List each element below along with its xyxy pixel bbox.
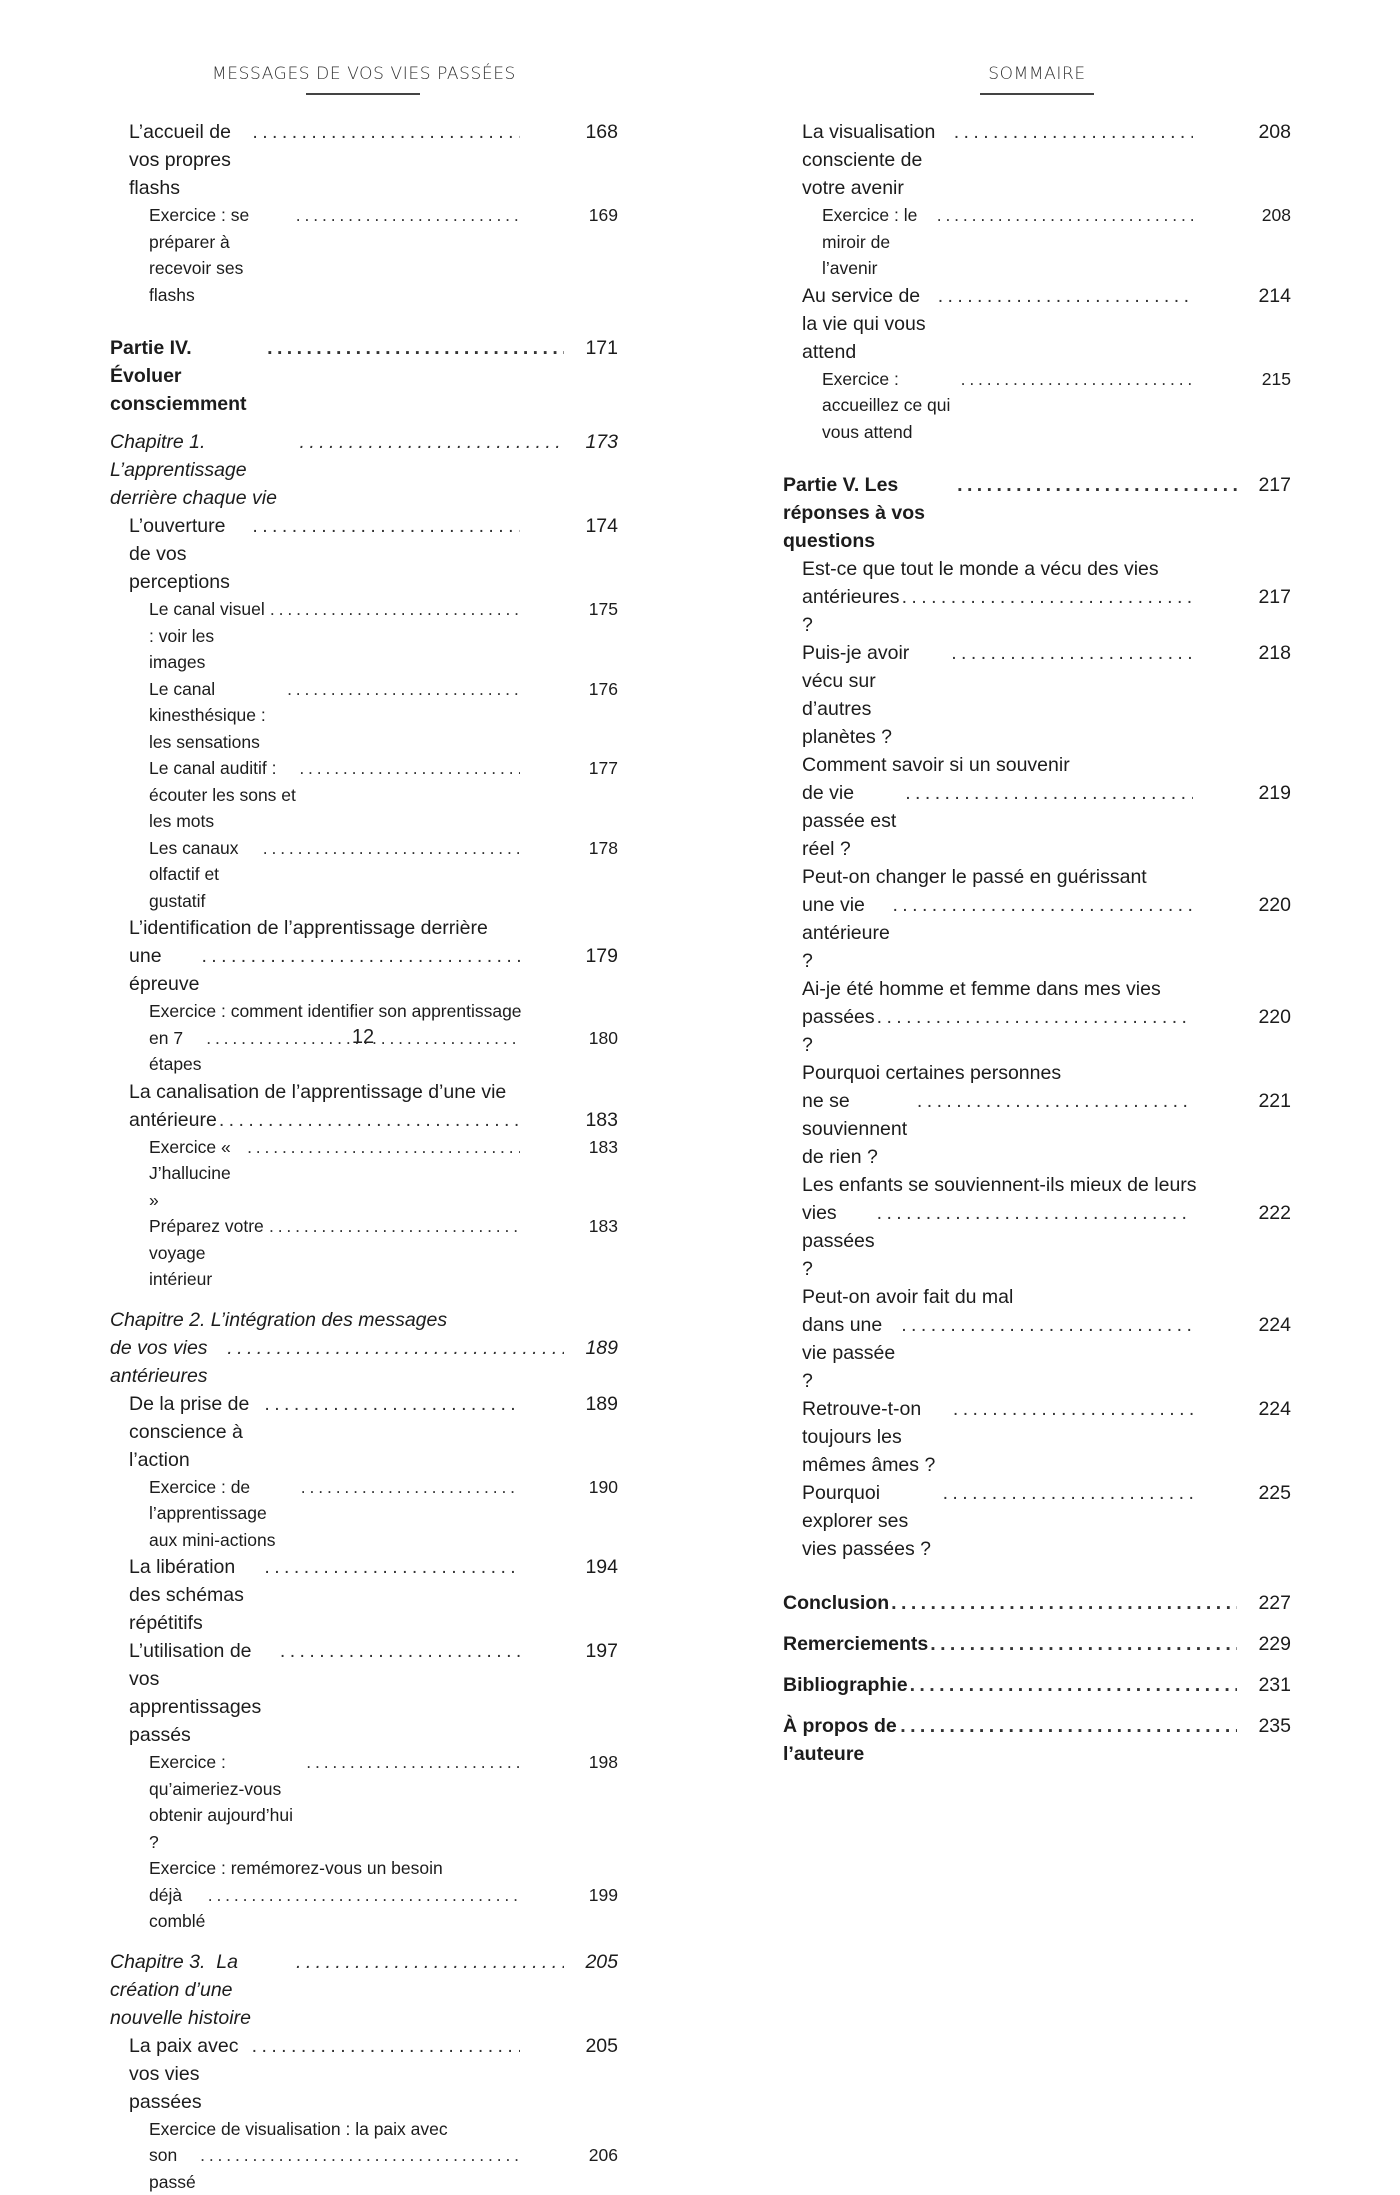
table-of-contents [110,118,618,2195]
running-head: MESSAGES DE VOS VIES PASSÉES [110,64,618,84]
toc-entry-title-line: La canalisation de l’apprentissage d’une vie [129,1078,618,1106]
dot-leader [250,118,520,146]
table-of-contents [783,118,1291,1768]
toc-entry-title: Exercice : qu’aimeriez-vous obtenir aujourd’hui ? [149,1749,304,1855]
dot-leader [875,1003,1193,1031]
dot-leader [298,428,565,456]
spacer [783,445,1291,471]
dot-leader [941,1479,1193,1507]
toc-entry-page-number: 222 [1231,1199,1291,1227]
dot-leader [268,596,520,623]
toc-entry-title: Conclusion [783,1589,889,1617]
toc-entry-chap[interactable] [110,1948,618,2032]
toc-entry-title-line: Comment savoir si un souvenir [802,751,1291,779]
toc-entry-sub[interactable] [110,1637,618,1749]
toc-entry-title: La visualisation consciente de votre avenir [802,118,952,202]
toc-entry-page-number: 227 [1237,1589,1291,1617]
toc-entry-page-number: 178 [558,835,618,862]
toc-entry-chap[interactable] [110,428,618,512]
toc-entry-title: Retrouve-t-on toujours les mêmes âmes ? [802,1395,951,1479]
spacer [783,1658,1291,1671]
toc-entry-sub[interactable] [783,639,1291,751]
toc-entry-page-number: 189 [564,1334,618,1362]
toc-entry-ex[interactable] [110,596,618,676]
toc-entry-sub[interactable] [110,1078,618,1134]
page-number: 12 [0,1026,726,1049]
toc-entry-title-line: Exercice : remémorez-vous un besoin [149,1855,618,1882]
toc-entry-title: Les canaux olfactif et gustatif [149,835,261,915]
toc-entry-sub[interactable] [110,914,618,998]
toc-entry-title: Le canal auditif : écouter les sons et les mots [149,755,297,835]
dot-leader [908,1671,1237,1699]
toc-entry-sub[interactable] [783,1479,1291,1563]
toc-entry-title: L’ouverture de vos perceptions [129,512,250,596]
toc-entry-end[interactable] [783,1630,1291,1658]
toc-entry-page-number: 229 [1237,1630,1291,1658]
toc-entry-sub[interactable] [783,282,1291,366]
dot-leader [217,1106,520,1134]
toc-entry-page-number: 194 [558,1553,618,1581]
dot-leader [262,1390,520,1418]
toc-entry-page-number: 225 [1231,1479,1291,1507]
running-head: SOMMAIRE [783,64,1291,84]
toc-entry-sub[interactable] [783,1283,1291,1395]
dot-leader [889,1589,1237,1617]
dot-leader [915,1087,1193,1115]
toc-entry-page-number: 179 [558,942,618,970]
header-rule [306,93,420,95]
toc-entry-title: en 7 étapes [149,1025,204,1078]
toc-entry-page-number: 220 [1231,1003,1291,1031]
dot-leader [294,1948,564,1976]
toc-entry-title: Exercice « J’hallucine » [149,1134,245,1214]
toc-entry-sub[interactable] [110,1390,618,1474]
spacer [783,1563,1291,1589]
toc-entry-title: Exercice : se préparer à recevoir ses flashs [149,202,294,308]
toc-entry-page-number: 217 [1237,471,1291,499]
dot-leader [265,334,564,362]
toc-entry-title: L’accueil de vos propres flashs [129,118,250,202]
toc-entry-page-number: 224 [1231,1395,1291,1423]
toc-entry-ex[interactable] [110,2116,618,2195]
dot-leader [875,1199,1193,1227]
toc-entry-ex[interactable] [783,202,1291,282]
toc-entry-page-number: 173 [564,428,618,456]
toc-entry-page-number: 171 [564,334,618,362]
toc-entry-title: Le canal visuel : voir les images [149,596,268,676]
toc-entry-title: Puis-je avoir vécu sur d’autres planètes ? [802,639,949,751]
toc-entry-page-number: 183 [558,1134,618,1161]
toc-entry-title: Remerciements [783,1630,928,1658]
toc-entry-page-number: 218 [1231,639,1291,667]
dot-leader [928,1630,1237,1658]
toc-entry-title: vies passées ? [802,1199,875,1283]
toc-entry-end[interactable] [783,1671,1291,1699]
toc-entry-title: dans une vie passée ? [802,1311,899,1395]
toc-entry-sub[interactable] [783,1059,1291,1171]
toc-entry-page-number: 175 [558,596,618,623]
toc-entry-title: Partie V. Les réponses à vos questions [783,471,955,555]
toc-entry-title-line: Peut-on changer le passé en guérissant [802,863,1291,891]
toc-entry-title: De la prise de conscience à l’action [129,1390,262,1474]
toc-entry-title: Chapitre 3. La création d’une nouvelle histoire [110,1948,294,2032]
toc-entry-ex[interactable] [110,835,618,915]
spacer [110,1293,618,1306]
toc-entry-page-number: 221 [1231,1087,1291,1115]
spacer [110,308,618,334]
dot-leader [936,282,1193,310]
dot-leader [225,1334,564,1362]
toc-entry-title: une vie antérieure ? [802,891,890,975]
toc-entry-page-number: 224 [1231,1311,1291,1339]
toc-entry-page-number: 199 [558,1882,618,1909]
toc-entry-page-number: 197 [558,1637,618,1665]
dot-leader [903,779,1193,807]
dot-leader [899,1311,1193,1339]
toc-entry-page-number: 235 [1237,1712,1291,1740]
toc-entry-page-number: 206 [558,2142,618,2169]
toc-entry-page-number: 190 [558,1474,618,1501]
dot-leader [951,1395,1193,1423]
spacer [783,1617,1291,1630]
toc-entry-title-line: Les enfants se souviennent-ils mieux de leurs [802,1171,1291,1199]
dot-leader [959,366,1193,393]
toc-entry-page-number: 183 [558,1106,618,1134]
toc-entry-ex[interactable] [110,1134,618,1214]
toc-entry-sub[interactable] [783,975,1291,1059]
toc-entry-page-number: 205 [564,1948,618,1976]
spacer [110,418,618,428]
dot-leader [206,1882,520,1909]
dot-leader [900,583,1193,611]
toc-entry-title: son passé [149,2142,198,2195]
left-page [0,0,700,1115]
header-rule [980,93,1094,95]
dot-leader [955,471,1237,499]
toc-entry-title: Exercice : le miroir de l’avenir [822,202,935,282]
toc-entry-title-line: Chapitre 2. L’intégration des messages [110,1306,618,1334]
toc-entry-page-number: 208 [1231,118,1291,146]
toc-entry-title: À propos de l’auteure [783,1712,898,1768]
toc-entry-title: La libération des schémas répétitifs [129,1553,262,1637]
toc-entry-title-line: Ai-je été homme et femme dans mes vies [802,975,1291,1003]
dot-leader [250,2032,520,2060]
dot-leader [198,2142,520,2169]
toc-entry-title: ne se souviennent de rien ? [802,1087,915,1171]
toc-entry-sub[interactable] [783,751,1291,863]
toc-entry-title-line: Est-ce que tout le monde a vécu des vies [802,555,1291,583]
toc-entry-title: Préparez votre voyage intérieur [149,1213,267,1293]
toc-entry-ex[interactable] [110,1749,618,1855]
toc-entry-sub[interactable] [110,2032,618,2116]
spacer [783,1699,1291,1712]
dot-leader [261,835,520,862]
dot-leader [890,891,1193,919]
dot-leader [952,118,1193,146]
toc-entry-sub[interactable] [783,118,1291,202]
toc-entry-title: Exercice : de l’apprentissage aux mini-actions [149,1474,299,1554]
toc-entry-page-number: 231 [1237,1671,1291,1699]
toc-entry-sub[interactable] [783,1395,1291,1479]
toc-entry-title: passées ? [802,1003,875,1059]
dot-leader [304,1749,520,1776]
toc-entry-ex[interactable] [110,1474,618,1554]
toc-entry-end[interactable] [783,1712,1291,1768]
dot-leader [898,1712,1237,1740]
dot-leader [285,676,520,703]
dot-leader [262,1553,520,1581]
toc-entry-page-number: 177 [558,755,618,782]
dot-leader [299,1474,520,1501]
toc-entry-title: Exercice : accueillez ce qui vous attend [822,366,959,446]
toc-entry-sub[interactable] [783,555,1291,639]
toc-entry-page-number: 169 [558,202,618,229]
toc-entry-title: de vos vies antérieures [110,1334,225,1390]
toc-entry-title: antérieures ? [802,583,900,639]
toc-entry-part[interactable] [783,471,1291,555]
toc-entry-title: La paix avec vos vies passées [129,2032,250,2116]
toc-entry-title-line: Exercice de visualisation : la paix avec [149,2116,618,2143]
toc-entry-page-number: 183 [558,1213,618,1240]
toc-entry-title: Bibliographie [783,1671,908,1699]
toc-entry-title: antérieure [129,1106,217,1134]
toc-entry-title-line: Exercice : comment identifier son apprentissage [149,998,618,1025]
toc-entry-title: Le canal kinesthésique : les sensations [149,676,285,756]
toc-entry-ex[interactable] [110,1855,618,1935]
dot-leader [935,202,1193,229]
toc-entry-title: L’utilisation de vos apprentissages passés [129,1637,278,1749]
toc-entry-page-number: 217 [1231,583,1291,611]
dot-leader [250,512,520,540]
toc-entry-title: de vie passée est réel ? [802,779,903,863]
toc-entry-ex[interactable] [110,755,618,835]
dot-leader [278,1637,520,1665]
toc-entry-page-number: 180 [558,1025,618,1052]
toc-entry-title: Chapitre 1. L’apprentissage derrière chaque vie [110,428,298,512]
toc-entry-page-number: 174 [558,512,618,540]
toc-entry-end[interactable] [783,1589,1291,1617]
dot-leader [294,202,520,229]
dot-leader [297,755,520,782]
toc-entry-ex[interactable] [110,676,618,756]
toc-entry-title: Pourquoi explorer ses vies passées ? [802,1479,941,1563]
toc-entry-title: Au service de la vie qui vous attend [802,282,936,366]
spacer [110,1935,618,1948]
toc-entry-page-number: 215 [1231,366,1291,393]
toc-entry-sub[interactable] [783,1171,1291,1283]
toc-entry-sub[interactable] [110,1553,618,1637]
toc-entry-title-line: Peut-on avoir fait du mal [802,1283,1291,1311]
toc-entry-page-number: 220 [1231,891,1291,919]
dot-leader [245,1134,520,1161]
toc-entry-ex[interactable] [110,202,618,308]
dot-leader [267,1213,520,1240]
toc-entry-ex[interactable] [783,366,1291,446]
toc-entry-title: une épreuve [129,942,199,998]
toc-entry-chap[interactable] [110,1306,618,1390]
dot-leader [949,639,1193,667]
toc-entry-page-number: 168 [558,118,618,146]
toc-entry-sub[interactable] [110,512,618,596]
toc-entry-title: Partie IV. Évoluer consciemment [110,334,265,418]
toc-entry-title-line: Pourquoi certaines personnes [802,1059,1291,1087]
toc-entry-page-number: 205 [558,2032,618,2060]
toc-entry-page-number: 198 [558,1749,618,1776]
toc-entry-page-number: 189 [558,1390,618,1418]
toc-entry-ex[interactable] [110,1213,618,1293]
dot-leader [199,942,520,970]
right-page [700,0,1400,1115]
toc-entry-page-number: 219 [1231,779,1291,807]
toc-entry-title-line: L’identification de l’apprentissage derrière [129,914,618,942]
toc-entry-title: déjà comblé [149,1882,206,1935]
toc-entry-page-number: 208 [1231,202,1291,229]
toc-entry-part[interactable] [110,334,618,418]
toc-entry-page-number: 176 [558,676,618,703]
toc-entry-sub[interactable] [110,118,618,202]
toc-entry-page-number: 214 [1231,282,1291,310]
toc-entry-sub[interactable] [783,863,1291,975]
